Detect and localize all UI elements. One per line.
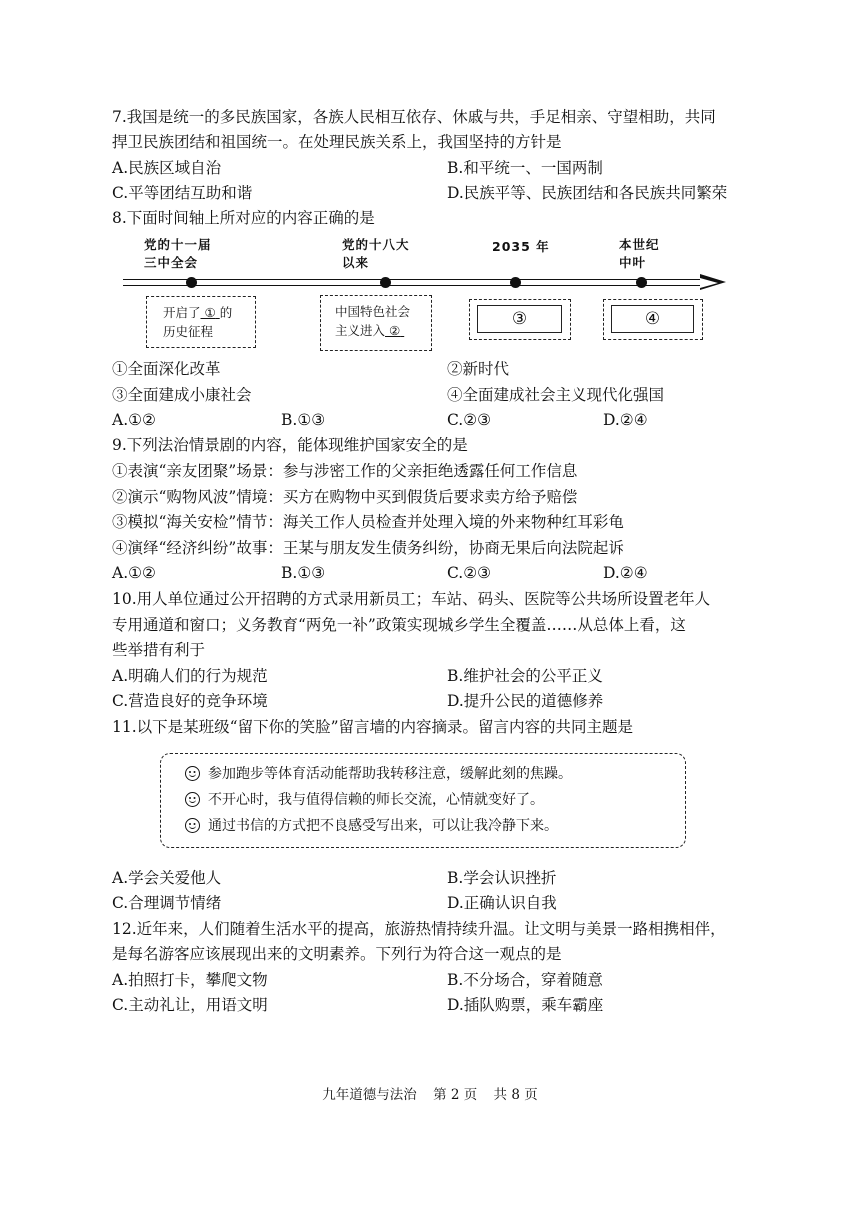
q8-item-1: ①全面深化改革 bbox=[112, 360, 221, 378]
q11-option-b[interactable]: B.学会认识挫折 bbox=[447, 869, 557, 887]
q10-stem-line2: 专用通道和窗口；义务教育“两免一补”政策实现城乡学生全覆盖……从总体上看，这 bbox=[112, 616, 686, 634]
q10-option-b[interactable]: B.维护社会的公平正义 bbox=[447, 667, 603, 685]
smiley-icon bbox=[185, 792, 200, 807]
q7-option-a[interactable]: A.民族区域自治 bbox=[112, 159, 222, 177]
q9-item-1: ①表演“亲友团聚”场景：参与涉密工作的父亲拒绝透露任何工作信息 bbox=[112, 462, 578, 480]
q8-option-b[interactable]: B.①③ bbox=[281, 411, 326, 429]
q11-stem: 11.以下是某班级“留下你的笑脸”留言墙的内容摘录。留言内容的共同主题是 bbox=[112, 718, 634, 736]
timeline-label-3: 2035 年 bbox=[492, 239, 550, 254]
q9-option-c[interactable]: C.②③ bbox=[447, 564, 492, 582]
q9-item-2: ②演示“购物风波”情境：买方在购物中买到假货后要求卖方给予赔偿 bbox=[112, 488, 578, 506]
message-wall bbox=[160, 753, 686, 848]
q10-stem-line3: 些举措有利于 bbox=[112, 641, 206, 659]
timeline-box-2: 中国特色社会 主义进入 ② bbox=[320, 295, 432, 351]
message-1: 参加跑步等体育活动能帮助我转移注意，缓解此刻的焦躁。 bbox=[185, 764, 572, 784]
page-footer bbox=[0, 1083, 860, 1103]
q8-option-c[interactable]: C.②③ bbox=[447, 411, 492, 429]
q8-item-2: ②新时代 bbox=[447, 360, 510, 378]
timeline-box-4: ④ bbox=[603, 299, 703, 340]
q7-option-b[interactable]: B.和平统一、一国两制 bbox=[447, 159, 603, 177]
q8-option-a[interactable]: A.①② bbox=[112, 411, 156, 429]
timeline-dot-1 bbox=[186, 277, 197, 288]
message-3: 通过书信的方式把不良感受写出来，可以让我冷静下来。 bbox=[185, 816, 558, 836]
message-2: 不开心时，我与值得信赖的师长交流，心情就变好了。 bbox=[185, 790, 544, 810]
q9-item-3: ③模拟“海关安检”情节：海关工作人员检查并处理入境的外来物种红耳彩龟 bbox=[112, 513, 624, 531]
q12-option-c[interactable]: C.主动礼让，用语文明 bbox=[112, 996, 268, 1014]
footer-page-number: 第 2 页 bbox=[433, 1087, 478, 1103]
q9-option-d[interactable]: D.②④ bbox=[603, 564, 648, 582]
timeline-dot-2 bbox=[380, 277, 391, 288]
q9-option-a[interactable]: A.①② bbox=[112, 564, 156, 582]
q12-option-b[interactable]: B.不分场合，穿着随意 bbox=[447, 971, 603, 989]
footer-total-pages: 共 8 页 bbox=[493, 1087, 538, 1103]
q12-stem-line1: 12.近年来，人们随着生活水平的提高，旅游热情持续升温。让文明与美景一路相携相伴， bbox=[112, 920, 726, 938]
q10-option-a[interactable]: A.明确人们的行为规范 bbox=[112, 667, 268, 685]
q10-option-d[interactable]: D.提升公民的道德修养 bbox=[447, 692, 604, 710]
q7-stem-line2: 捍卫民族团结和祖国统一。在处理民族关系上，我国坚持的方针是 bbox=[112, 133, 562, 151]
timeline-label-2: 党的十八大 以来 bbox=[342, 237, 410, 270]
q7-stem-line1: 7.我国是统一的多民族国家，各族人民相互依存、休戚与共，手足相亲、守望相助，共同 bbox=[112, 108, 716, 126]
q11-option-a[interactable]: A.学会关爱他人 bbox=[112, 869, 222, 887]
q7-option-d[interactable]: D.民族平等、民族团结和各民族共同繁荣 bbox=[447, 184, 728, 202]
q12-stem-line2: 是每名游客应该展现出来的文明素养。下列行为符合这一观点的是 bbox=[112, 945, 562, 963]
timeline-dot-3 bbox=[510, 277, 521, 288]
q9-item-4: ④演绎“经济纠纷”故事：王某与朋友发生债务纠纷，协商无果后向法院起诉 bbox=[112, 539, 624, 557]
q12-option-a[interactable]: A.拍照打卡，攀爬文物 bbox=[112, 971, 268, 989]
q8-item-4: ④全面建成社会主义现代化强国 bbox=[447, 386, 665, 404]
q11-option-d[interactable]: D.正确认识自我 bbox=[447, 894, 557, 912]
timeline-axis bbox=[123, 279, 703, 286]
timeline-box-3: ③ bbox=[469, 299, 571, 340]
q9-stem: 9.下列法治情景剧的内容，能体现维护国家安全的是 bbox=[112, 436, 468, 454]
timeline-label-4: 本世纪 中叶 bbox=[619, 237, 660, 270]
q10-stem-line1: 10.用人单位通过公开招聘的方式录用新员工；车站、码头、医院等公共场所设置老年人 bbox=[112, 590, 711, 608]
q9-option-b[interactable]: B.①③ bbox=[281, 564, 326, 582]
q11-option-c[interactable]: C.合理调节情绪 bbox=[112, 894, 222, 912]
q10-option-c[interactable]: C.营造良好的竞争环境 bbox=[112, 692, 268, 710]
q8-stem: 8.下面时间轴上所对应的内容正确的是 bbox=[112, 209, 375, 227]
smiley-icon bbox=[185, 818, 200, 833]
timeline-box-1: 开启了 ① 的 历史征程 bbox=[146, 296, 256, 348]
smiley-icon bbox=[185, 766, 200, 781]
timeline-dot-4 bbox=[636, 277, 647, 288]
q7-option-c[interactable]: C.平等团结互助和谐 bbox=[112, 184, 253, 202]
q8-item-3: ③全面建成小康社会 bbox=[112, 386, 252, 404]
timeline-label-1: 党的十一届 三中全会 bbox=[144, 237, 212, 270]
q12-option-d[interactable]: D.插队购票，乘车霸座 bbox=[447, 996, 604, 1014]
q8-option-d[interactable]: D.②④ bbox=[603, 411, 648, 429]
footer-subject: 九年道德与法治 bbox=[322, 1087, 417, 1103]
